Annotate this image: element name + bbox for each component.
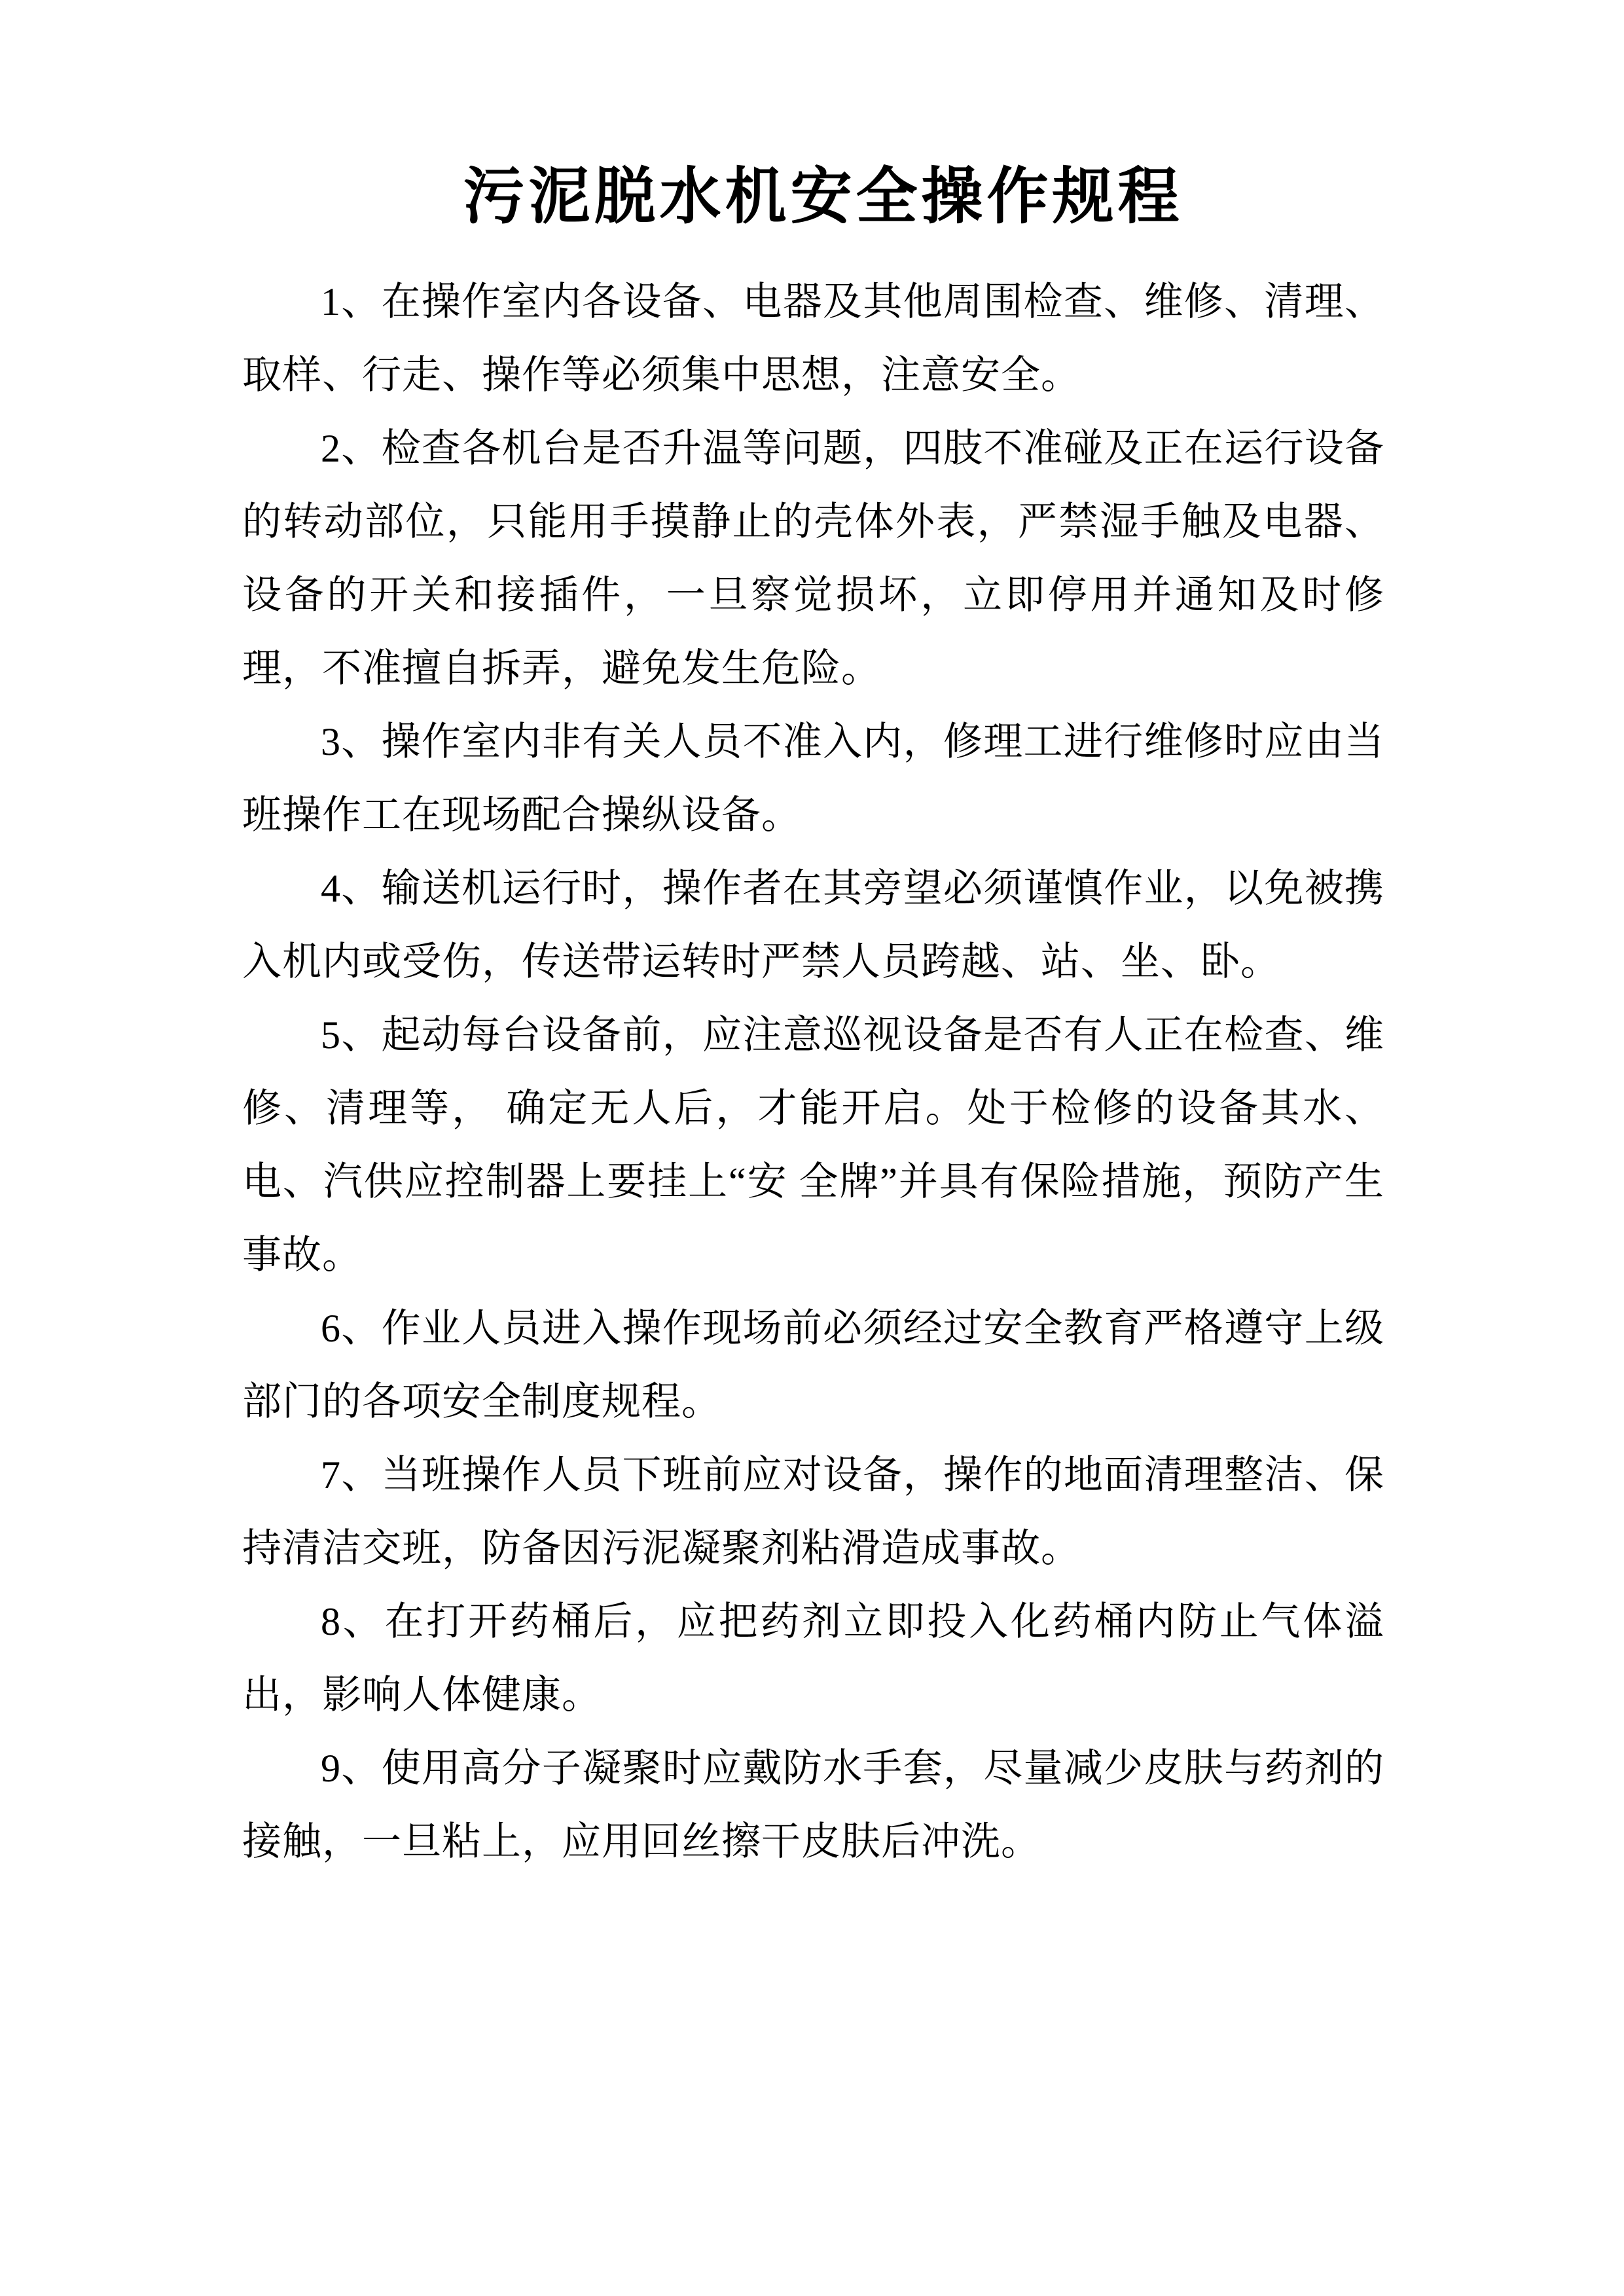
paragraph: 3、操作室内非有关人员不准入内，修理工进行维修时应由当班操作工在现场配合操纵设备。 [242, 720, 1384, 837]
document-body [242, 265, 1384, 1878]
paragraph: 4、输送机运行时，操作者在其旁望必须谨慎作业，以免被携入机内或受伤，传送带运转时严禁人员跨越、站、坐、卧。 [242, 867, 1384, 984]
paragraph: 6、作业人员进入操作现场前必须经过安全教育严格遵守上级部门的各项安全制度规程。 [242, 1307, 1384, 1424]
paragraph: 1、在操作室内各设备、电器及其他周围检查、维修、清理、取样、行走、操作等必须集中思想，注意安全。 [242, 280, 1384, 397]
paragraph: 5、起动每台设备前，应注意巡视设备是否有人正在检查、维修、清理等， 确定无人后，才能开启。处于检修的设备其水、电、汽供应控制器上要挂上“安 全牌”并具有保险措施，预防产生事故。 [242, 1013, 1384, 1277]
paragraph: 9、使用高分子凝聚时应戴防水手套，尽量减少皮肤与药剂的接触，一旦粘上，应用回丝擦干皮肤后冲洗。 [242, 1747, 1384, 1864]
document-title: 污泥脱水机安全操作规程 [463, 163, 1183, 231]
paragraph: 2、检查各机台是否升温等问题，四肢不准碰及正在运行设备的转动部位，只能用手摸静止的壳体外表，严禁湿手触及电器、设备的开关和接插件，一旦察觉损坏，立即停用并通知及时修理，不准擅自拆弄，避免发生危险。 [242, 427, 1384, 691]
paragraph: 7、当班操作人员下班前应对设备，操作的地面清理整洁、保持清洁交班，防备因污泥凝聚剂粘滑造成事故。 [242, 1453, 1384, 1571]
paragraph: 8、在打开药桶后，应把药剂立即投入化药桶内防止气体溢出，影响人体健康。 [242, 1600, 1384, 1717]
